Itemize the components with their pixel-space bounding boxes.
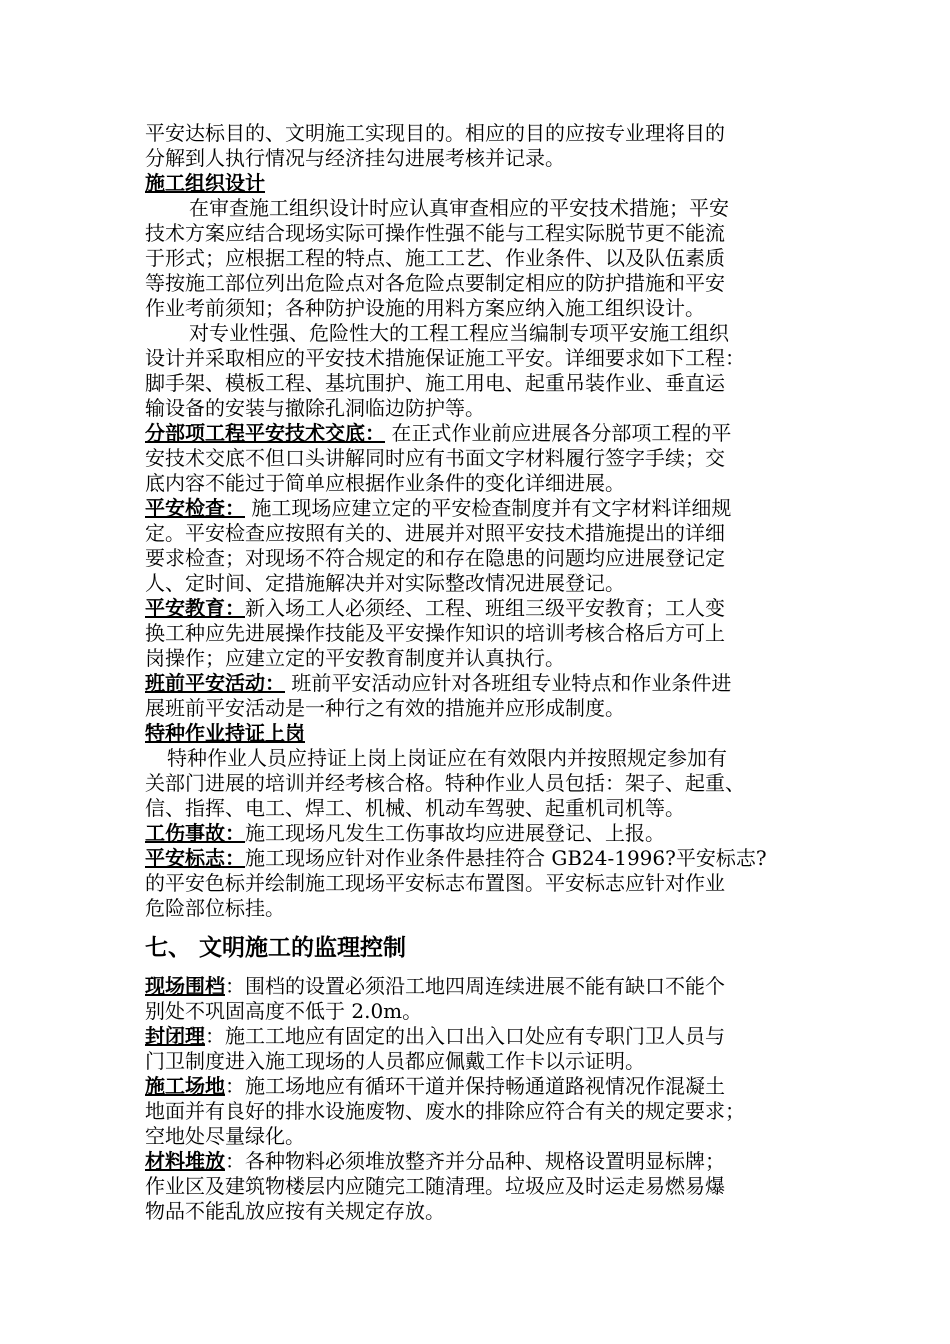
injury-line bbox=[145, 821, 813, 846]
paragraph-line: 分解到人执行情况与经济挂勾进展考核并记录。 bbox=[145, 146, 565, 170]
paragraph-line: 人、定时间、定措施解决并对实际整改情况进展登记。 bbox=[145, 571, 625, 595]
section-label: 材料堆放 bbox=[145, 1149, 225, 1173]
section-heading bbox=[145, 925, 813, 972]
paragraph-line: 在审查施工组织设计时应认真审查相应的平安技术措施；平安 bbox=[189, 196, 729, 220]
paragraph-line: 门卫制度进入施工现场的人员都应佩戴工作卡以示证明。 bbox=[145, 1049, 645, 1073]
paragraph-text: ：各种物料必须堆放整齐并分品种、规格设置明显标牌； bbox=[225, 1149, 725, 1173]
paragraph-text: 施工现场应建立定的平安检查制度并有文字材料详细规 bbox=[245, 496, 732, 520]
paragraph-line: 关部门进展的培训并经考核合格。特种作业人员包括：架子、起重、 bbox=[145, 771, 745, 795]
section-label: 平安标志： bbox=[145, 846, 245, 870]
paragraph-line: 空地处尽量绿化。 bbox=[145, 1124, 305, 1148]
section-label: 分部项工程平安技术交底： bbox=[145, 421, 385, 445]
paragraph-text: 新入场工人必须经、工程、班组三级平安教育；工人变 bbox=[245, 596, 725, 620]
paragraph-line: 定。平安检查应按照有关的、进展并对照平安技术措施提出的详细 bbox=[145, 521, 725, 545]
section-label: 平安教育： bbox=[145, 596, 245, 620]
safety-check-line bbox=[145, 496, 813, 521]
section-label: 特种作业持证上岗 bbox=[145, 721, 305, 745]
paragraph-text: ：施工工地应有固定的出入口出入口处应有专职门卫人员与 bbox=[205, 1024, 725, 1048]
materials-line bbox=[145, 1149, 813, 1174]
paragraph-text: 施工现场应针对作业条件悬挂符合 GB24-1996?平安标志? bbox=[245, 846, 767, 870]
paragraph-text: ：施工场地应有循环干道并保持畅通道路视情况作混凝土 bbox=[225, 1074, 725, 1098]
section-number: 七、 bbox=[145, 935, 191, 961]
tech-brief-line bbox=[145, 421, 813, 446]
paragraph-line: 技术方案应结合现场实际可操作性强不能与工程实际脱节更不能流 bbox=[145, 221, 725, 245]
paragraph-line: 作业考前须知；各种防护设施的用料方案应纳入施工组织设计。 bbox=[145, 296, 705, 320]
org-design-title bbox=[145, 171, 813, 196]
paragraph-line: 别处不巩固高度不低于 2.0m。 bbox=[145, 999, 423, 1023]
paragraph-text: ：围档的设置必须沿工地四周连续进展不能有缺口不能个 bbox=[225, 974, 725, 998]
paragraph-line: 换工种应先进展操作技能及平安操作知识的培训考核合格后方可上 bbox=[145, 621, 725, 645]
fence-line bbox=[145, 974, 813, 999]
section-label: 工伤事故： bbox=[145, 821, 245, 845]
paragraph-text: 班前平安活动应针对各班组专业特点和作业条件进 bbox=[285, 671, 732, 695]
paragraph-line: 作业区及建筑物楼层内应随完工随清理。垃圾应及时运走易燃易爆 bbox=[145, 1174, 725, 1198]
section-title: 文明施工的监理控制 bbox=[199, 935, 406, 961]
paragraph-line: 物品不能乱放应按有关规定存放。 bbox=[145, 1199, 445, 1223]
safety-sign-line bbox=[145, 846, 813, 871]
section-label: 施工组织设计 bbox=[145, 171, 265, 195]
section-label: 封闭理 bbox=[145, 1024, 205, 1048]
paragraph-text: 在正式作业前应进展各分部项工程的平 bbox=[385, 421, 732, 445]
special-work-title bbox=[145, 721, 813, 746]
paragraph-line: 设计并采取相应的平安技术措施保证施工平安。详细要求如下工程： bbox=[145, 346, 745, 370]
paragraph-line: 对专业性强、危险性大的工程工程应当编制专项平安施工组织 bbox=[189, 321, 729, 345]
section-label: 班前平安活动： bbox=[145, 671, 285, 695]
section-label: 平安检查： bbox=[145, 496, 245, 520]
paragraph-line: 地面并有良好的排水设施废物、废水的排除应符合有关的规定要求； bbox=[145, 1099, 745, 1123]
paragraph-line: 信、指挥、电工、焊工、机械、机动车驾驶、起重机司机等。 bbox=[145, 796, 685, 820]
paragraph-line: 的平安色标并绘制施工现场平安标志布置图。平安标志应针对作业 bbox=[145, 871, 725, 895]
closed-line bbox=[145, 1024, 813, 1049]
paragraph-line: 等按施工部位列出危险点对各危险点要制定相应的防护措施和平安 bbox=[145, 271, 725, 295]
document-page bbox=[145, 121, 813, 1224]
paragraph-line: 要求检查；对现场不符合规定的和存在隐患的问题均应进展登记定 bbox=[145, 546, 725, 570]
section-label: 现场围档 bbox=[145, 974, 225, 998]
paragraph-text: 施工现场凡发生工伤事故均应进展登记、上报。 bbox=[245, 821, 665, 845]
paragraph-line: 岗操作；应建立定的平安教育制度并认真执行。 bbox=[145, 646, 565, 670]
site-line bbox=[145, 1074, 813, 1099]
paragraph-line: 脚手架、模板工程、基坑围护、施工用电、起重吊装作业、垂直运 bbox=[145, 371, 725, 395]
paragraph-line: 于形式；应根据工程的特点、施工工艺、作业条件、以及队伍素质 bbox=[145, 246, 725, 270]
paragraph-line: 危险部位标挂。 bbox=[145, 896, 285, 920]
paragraph-line: 底内容不能过于简单应根据作业条件的变化详细进展。 bbox=[145, 471, 625, 495]
pre-shift-line bbox=[145, 671, 813, 696]
safety-edu-line bbox=[145, 596, 813, 621]
section-label: 施工场地 bbox=[145, 1074, 225, 1098]
paragraph-line: 展班前平安活动是一种行之有效的措施并应形成制度。 bbox=[145, 696, 625, 720]
paragraph-line: 特种作业人员应持证上岗上岗证应在有效限内并按照规定参加有 bbox=[167, 746, 727, 770]
paragraph-line: 平安达标目的、文明施工实现目的。相应的目的应按专业理将目的 bbox=[145, 121, 725, 145]
paragraph-line: 安技术交底不但口头讲解同时应有书面文字材料履行签字手续；交 bbox=[145, 446, 725, 470]
paragraph-line: 输设备的安装与撤除孔洞临边防护等。 bbox=[145, 396, 485, 420]
